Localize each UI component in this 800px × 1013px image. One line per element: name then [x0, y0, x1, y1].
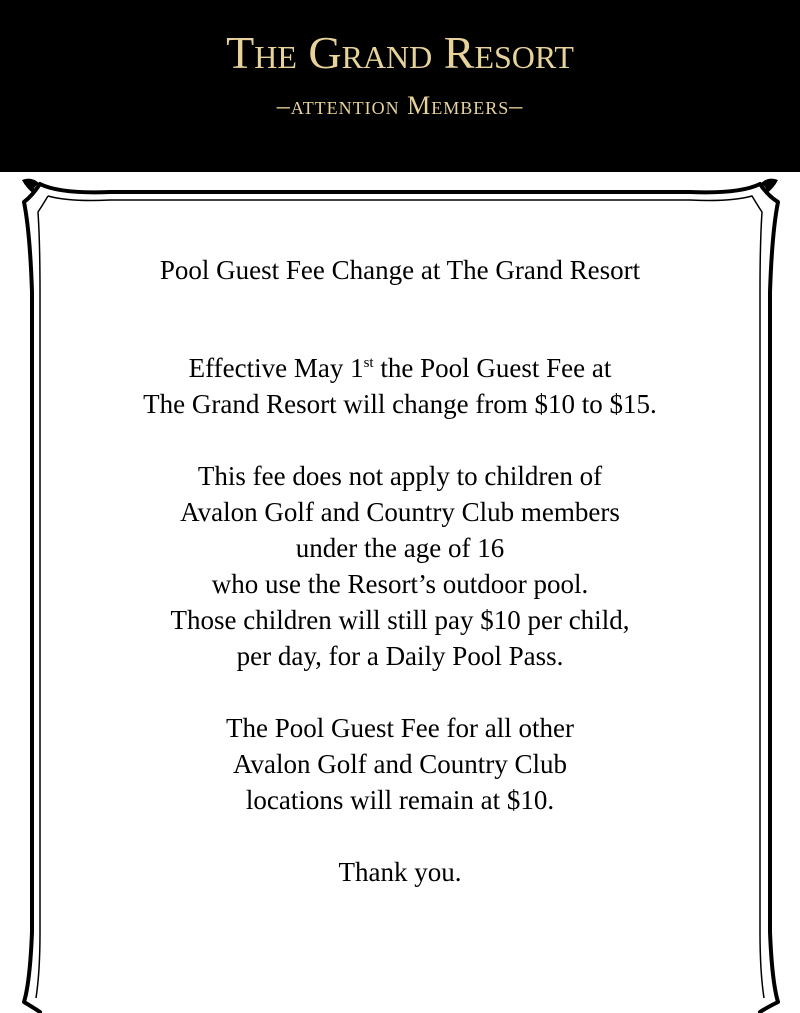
- resort-title: The Grand Resort: [226, 27, 574, 78]
- para2-line: Those children will still pay $10 per child,: [170, 605, 630, 635]
- header-banner: [0, 0, 800, 172]
- para3-line: Avalon Golf and Country Club: [233, 749, 567, 779]
- other-locations-paragraph: [60, 710, 740, 818]
- attention-subtitle: –attention Members–: [276, 91, 524, 120]
- para1-line1-suffix: the Pool Guest Fee at: [373, 353, 612, 383]
- notice-body: [60, 252, 740, 890]
- closing-thanks: Thank you.: [338, 857, 462, 887]
- notice-title: Pool Guest Fee Change at The Grand Resort: [159, 255, 641, 285]
- para2-line: under the age of 16: [295, 533, 505, 563]
- para3-line: The Pool Guest Fee for all other: [226, 713, 574, 743]
- para2-line: per day, for a Daily Pool Pass.: [236, 641, 564, 671]
- effective-date-paragraph: [60, 350, 740, 422]
- para1-line2: The Grand Resort will change from $10 to $15.: [143, 389, 657, 419]
- para1-line1-prefix: Effective May 1: [188, 353, 364, 383]
- para2-line: This fee does not apply to children of: [197, 461, 603, 491]
- para3-line: locations will remain at $10.: [245, 785, 555, 815]
- ordinal-suffix: st: [363, 355, 374, 371]
- exemption-paragraph: [60, 458, 740, 674]
- para2-line: Avalon Golf and Country Club members: [180, 497, 620, 527]
- para2-line: who use the Resort’s outdoor pool.: [211, 569, 589, 599]
